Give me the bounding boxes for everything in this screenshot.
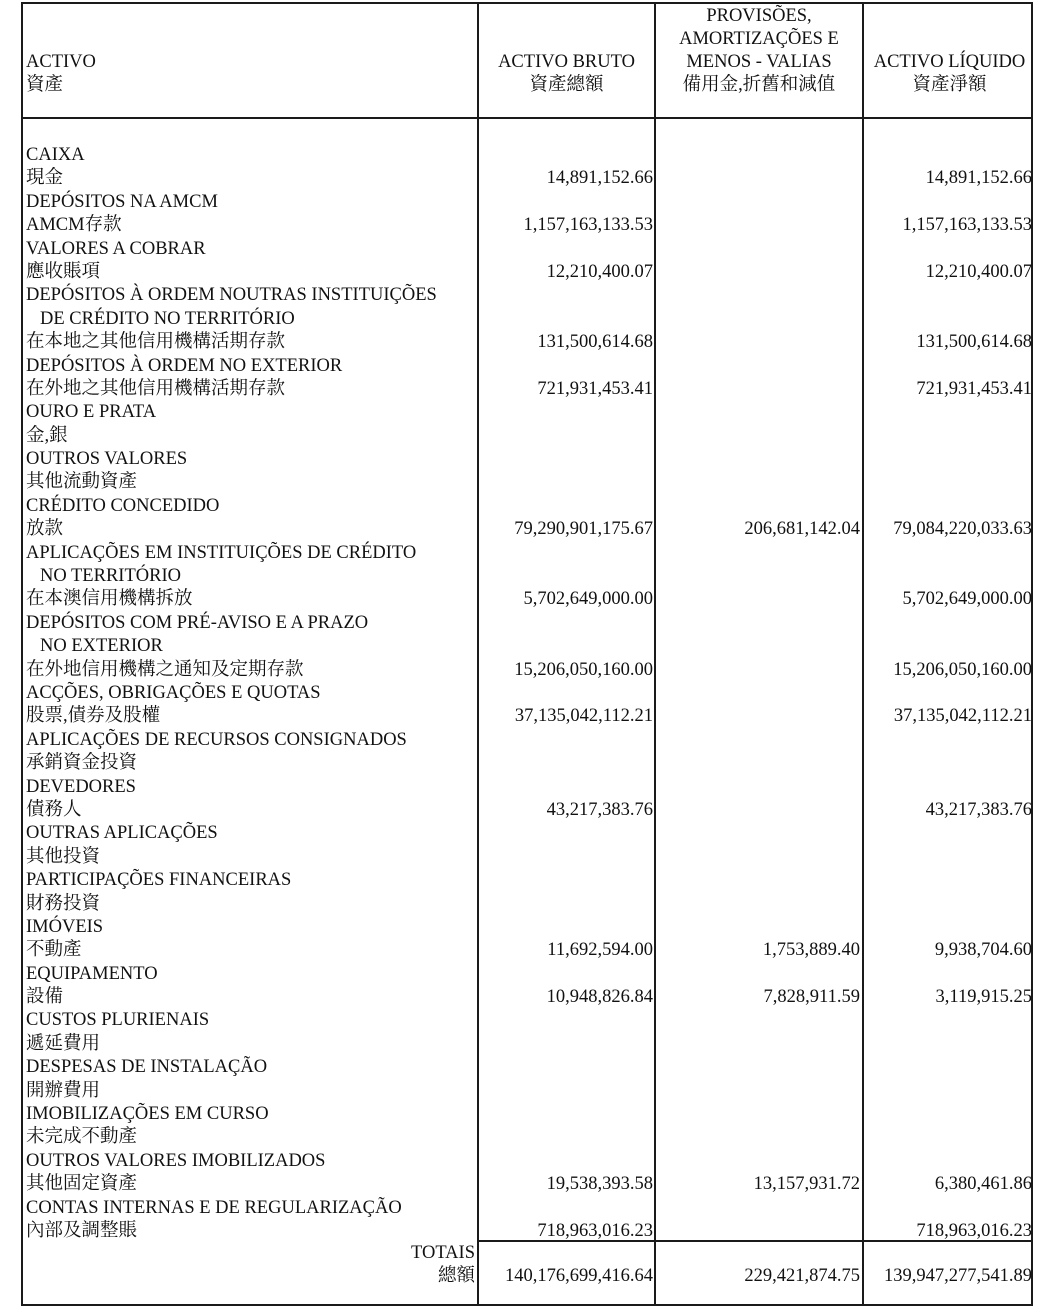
row-label-pt: CRÉDITO CONCEDIDO xyxy=(26,495,220,516)
cell-provisions: 13,157,931.72 xyxy=(753,1174,860,1195)
table-row xyxy=(23,916,1035,963)
row-value-line xyxy=(23,261,1035,284)
row-label-line xyxy=(23,542,1035,565)
row-label-pt: CUSTOS PLURIENAIS xyxy=(26,1010,210,1031)
cell-net: 43,217,383.76 xyxy=(925,799,1032,820)
row-label-line xyxy=(23,448,1035,471)
balance-sheet-assets-table xyxy=(21,2,1033,1306)
cell-net: 721,931,453.41 xyxy=(916,378,1032,399)
row-value-line xyxy=(23,799,1035,822)
header-provisions-pt-3: MENOS - VALIAS xyxy=(686,52,832,72)
row-label-zh: AMCM存款 xyxy=(26,215,122,236)
table-row xyxy=(23,822,1035,869)
row-label-pt: OUTROS VALORES IMOBILIZADOS xyxy=(26,1150,326,1171)
row-label-pt: CAIXA xyxy=(26,145,85,165)
totals-provisions: 229,421,874.75 xyxy=(744,1266,860,1286)
row-label-pt: OURO E PRATA xyxy=(26,402,157,423)
row-value-line xyxy=(23,752,1035,775)
table-row xyxy=(23,191,1035,238)
row-value-line xyxy=(23,378,1035,401)
row-label-pt: OUTROS VALORES xyxy=(26,449,188,470)
row-label-line xyxy=(23,1056,1035,1079)
row-label-pt: DEPÓSITOS NA AMCM xyxy=(26,191,218,212)
row-label-pt: NO TERRITÓRIO xyxy=(40,566,181,587)
totals-net: 139,947,277,541.89 xyxy=(884,1266,1032,1286)
header-provisions xyxy=(656,4,862,119)
row-label-zh: 在外地之其他信用機構活期存款 xyxy=(26,378,286,399)
row-value-line xyxy=(23,986,1035,1009)
totals-gross: 140,176,699,416.64 xyxy=(505,1266,653,1286)
table-row xyxy=(23,682,1035,729)
row-label-line xyxy=(23,635,1035,658)
table-row xyxy=(23,495,1035,542)
row-label-pt: EQUIPAMENTO xyxy=(26,963,158,984)
cell-gross: 14,891,152.66 xyxy=(546,168,653,189)
row-label-zh: 在本地之其他信用機構活期存款 xyxy=(26,332,286,353)
row-label-line xyxy=(23,191,1035,214)
row-label-zh: 內部及調整賬 xyxy=(26,1220,138,1241)
row-label-zh: 不動產 xyxy=(26,940,82,961)
header-provisions-pt-1: PROVISÕES, xyxy=(706,6,812,26)
row-value-line xyxy=(23,518,1035,541)
table-row xyxy=(23,144,1035,191)
row-label-pt: DEPÓSITOS À ORDEM NOUTRAS INSTITUIÇÕES xyxy=(26,285,437,306)
header-provisions-pt-2: AMORTIZAÇÕES E xyxy=(679,29,839,49)
table-row xyxy=(23,1197,1035,1244)
header-net-zh: 資產淨額 xyxy=(912,75,987,95)
asset-rows xyxy=(23,144,1035,1243)
row-label-line xyxy=(23,729,1035,752)
row-value-line xyxy=(23,659,1035,682)
row-value-line xyxy=(23,167,1035,190)
table-row xyxy=(23,238,1035,285)
row-label-pt: DE CRÉDITO NO TERRITÓRIO xyxy=(40,308,295,329)
row-label-zh: 遞延費用 xyxy=(26,1033,101,1054)
cell-gross: 11,692,594.00 xyxy=(547,940,653,961)
row-label-pt: CONTAS INTERNAS E DE REGULARIZAÇÃO xyxy=(26,1197,402,1218)
header-asset xyxy=(26,4,476,119)
cell-gross: 1,157,163,133.53 xyxy=(523,215,653,236)
row-value-line xyxy=(23,893,1035,916)
cell-gross: 10,948,826.84 xyxy=(546,987,653,1008)
cell-net: 6,380,461.86 xyxy=(934,1174,1032,1195)
row-label-pt: APLICAÇÕES DE RECURSOS CONSIGNADOS xyxy=(26,729,407,750)
totals-label-zh: 總額 xyxy=(437,1266,475,1286)
row-label-zh: 其他固定資產 xyxy=(26,1174,138,1195)
cell-net: 131,500,614.68 xyxy=(916,332,1032,353)
row-label-zh: 設備 xyxy=(26,987,64,1008)
row-label-pt: VALORES A COBRAR xyxy=(26,238,206,259)
cell-net: 9,938,704.60 xyxy=(934,940,1032,961)
row-label-zh: 債務人 xyxy=(26,799,82,820)
row-label-zh: 開辦費用 xyxy=(26,1080,101,1101)
table-row xyxy=(23,869,1035,916)
row-label-line xyxy=(23,1103,1035,1126)
cell-net: 12,210,400.07 xyxy=(925,261,1032,282)
row-label-line xyxy=(23,144,1035,167)
cell-net: 1,157,163,133.53 xyxy=(902,215,1032,236)
row-label-zh: 股票,債券及股權 xyxy=(26,706,161,727)
row-label-pt: DEPÓSITOS COM PRÉ-AVISO E A PRAZO xyxy=(26,612,369,633)
row-label-line xyxy=(23,308,1035,331)
row-label-pt: ACÇÕES, OBRIGAÇÕES E QUOTAS xyxy=(26,682,321,703)
header-net-assets xyxy=(864,4,1035,119)
cell-gross: 718,963,016.23 xyxy=(537,1220,653,1241)
cell-provisions: 7,828,911.59 xyxy=(763,987,860,1008)
row-label-line xyxy=(23,401,1035,424)
cell-gross: 12,210,400.07 xyxy=(546,261,653,282)
row-label-pt: DEVEDORES xyxy=(26,776,136,797)
table-row xyxy=(23,1150,1035,1197)
table-row xyxy=(23,612,1035,682)
row-label-zh: 在外地信用機構之通知及定期存款 xyxy=(26,659,304,680)
row-label-pt: IMOBILIZAÇÕES EM CURSO xyxy=(26,1104,269,1125)
header-gross-assets xyxy=(479,4,654,119)
cell-net: 5,702,649,000.00 xyxy=(902,589,1032,610)
cell-gross: 131,500,614.68 xyxy=(537,332,653,353)
header-gross-pt: ACTIVO BRUTO xyxy=(498,52,635,72)
row-value-line xyxy=(23,1173,1035,1196)
row-label-zh: 金,銀 xyxy=(26,425,68,446)
row-label-pt: IMÓVEIS xyxy=(26,916,104,937)
row-value-line xyxy=(23,939,1035,962)
row-label-line xyxy=(23,1009,1035,1032)
row-label-line xyxy=(23,963,1035,986)
totals-label-pt: TOTAIS xyxy=(411,1243,475,1263)
cell-gross: 43,217,383.76 xyxy=(546,799,653,820)
table-row xyxy=(23,1056,1035,1103)
row-value-line xyxy=(23,1220,1035,1243)
row-value-line xyxy=(23,846,1035,869)
cell-net: 14,891,152.66 xyxy=(925,168,1032,189)
cell-provisions: 1,753,889.40 xyxy=(762,940,860,961)
cell-net: 718,963,016.23 xyxy=(916,1220,1032,1241)
cell-gross: 19,538,393.58 xyxy=(546,1174,653,1195)
row-label-zh: 其他投資 xyxy=(26,846,101,867)
row-label-line xyxy=(23,284,1035,307)
table-row xyxy=(23,776,1035,823)
header-asset-zh: 資產 xyxy=(26,75,64,95)
row-label-line xyxy=(23,916,1035,939)
row-label-zh: 應收賬項 xyxy=(26,261,101,282)
cell-provisions: 206,681,142.04 xyxy=(744,519,860,540)
cell-gross: 5,702,649,000.00 xyxy=(523,589,653,610)
cell-gross: 721,931,453.41 xyxy=(537,378,653,399)
cell-net: 3,119,915.25 xyxy=(935,987,1032,1008)
row-label-line xyxy=(23,776,1035,799)
row-label-line xyxy=(23,495,1035,518)
row-value-line xyxy=(23,1033,1035,1056)
table-row xyxy=(23,1103,1035,1150)
row-label-zh: 放款 xyxy=(26,519,64,540)
row-value-line xyxy=(23,331,1035,354)
table-row xyxy=(23,542,1035,612)
row-label-zh: 現金 xyxy=(26,168,64,189)
row-value-line xyxy=(23,471,1035,494)
row-label-pt: PARTICIPAÇÕES FINANCEIRAS xyxy=(26,870,292,891)
header-gross-zh: 資產總額 xyxy=(529,75,604,95)
row-label-pt: NO EXTERIOR xyxy=(40,636,163,657)
row-value-line xyxy=(23,705,1035,728)
row-label-line xyxy=(23,1197,1035,1220)
header-provisions-zh: 備用金,折舊和減值 xyxy=(682,75,836,95)
row-value-line xyxy=(23,1080,1035,1103)
table-row xyxy=(23,729,1035,776)
row-label-line xyxy=(23,565,1035,588)
table-row xyxy=(23,401,1035,448)
table-row xyxy=(23,963,1035,1010)
cell-net: 37,135,042,112.21 xyxy=(893,706,1032,727)
row-value-line xyxy=(23,1126,1035,1149)
row-value-line xyxy=(23,425,1035,448)
row-label-line xyxy=(23,822,1035,845)
table-row xyxy=(23,355,1035,402)
row-value-line xyxy=(23,588,1035,611)
header-net-pt: ACTIVO LÍQUIDO xyxy=(873,52,1026,72)
row-label-pt: APLICAÇÕES EM INSTITUIÇÕES DE CRÉDITO xyxy=(26,542,417,563)
row-label-zh: 財務投資 xyxy=(26,893,101,914)
cell-net: 15,206,050,160.00 xyxy=(893,659,1032,680)
row-label-pt: DESPESAS DE INSTALAÇÃO xyxy=(26,1057,268,1078)
table-row xyxy=(23,284,1035,354)
row-label-line xyxy=(23,1150,1035,1173)
cell-gross: 79,290,901,175.67 xyxy=(514,519,653,540)
row-label-line xyxy=(23,682,1035,705)
cell-gross: 37,135,042,112.21 xyxy=(514,706,653,727)
row-label-line xyxy=(23,238,1035,261)
row-label-line xyxy=(23,612,1035,635)
row-label-zh: 承銷資金投資 xyxy=(26,753,138,774)
row-label-pt: DEPÓSITOS À ORDEM NO EXTERIOR xyxy=(26,355,343,376)
row-label-zh: 在本澳信用機構拆放 xyxy=(26,589,193,610)
table-row xyxy=(23,1009,1035,1056)
row-label-line xyxy=(23,869,1035,892)
row-label-line xyxy=(23,355,1035,378)
cell-net: 79,084,220,033.63 xyxy=(893,519,1032,540)
table-row xyxy=(23,448,1035,495)
row-label-pt: OUTRAS APLICAÇÕES xyxy=(26,823,218,844)
row-label-zh: 其他流動資產 xyxy=(26,472,138,493)
row-label-zh: 未完成不動產 xyxy=(26,1127,138,1148)
header-asset-pt: ACTIVO xyxy=(26,52,96,72)
cell-gross: 15,206,050,160.00 xyxy=(514,659,653,680)
row-value-line xyxy=(23,214,1035,237)
